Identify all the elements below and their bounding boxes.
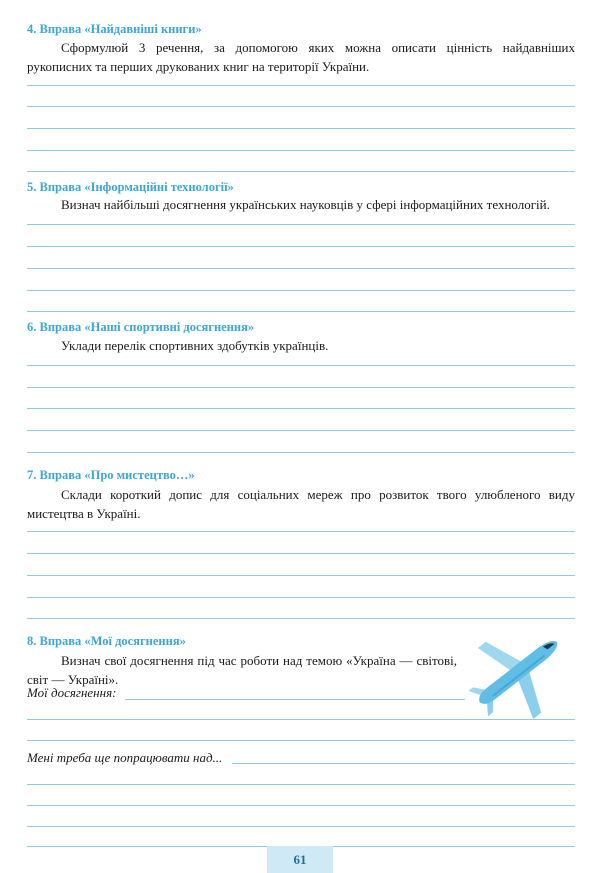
achievements-prompt: Мої досягнення: xyxy=(27,685,117,700)
answer-line[interactable] xyxy=(27,246,575,247)
answer-line[interactable] xyxy=(27,531,575,532)
answer-line[interactable] xyxy=(27,452,575,453)
exercise-4-title: 4. Вправа «Найдавніші книги» xyxy=(27,22,202,36)
exercise-6-title: 6. Вправа «Наші спортивні досягнення» xyxy=(27,320,255,334)
answer-line[interactable] xyxy=(27,150,575,151)
airplane-icon xyxy=(462,622,570,726)
exercise-7-title: 7. Вправа «Про мистецтво…» xyxy=(27,468,195,482)
answer-line[interactable] xyxy=(27,740,575,741)
answer-line[interactable] xyxy=(27,597,575,598)
answer-line[interactable] xyxy=(27,128,575,129)
answer-line[interactable] xyxy=(27,784,575,785)
exercise-5-title: 5. Вправа «Інформаційні технології» xyxy=(27,180,234,194)
answer-line[interactable] xyxy=(27,408,575,409)
page-number: 61 xyxy=(293,852,307,867)
improvement-prompt: Мені треба ще попрацювати над... xyxy=(27,750,223,765)
exercise-5-text: Визнач найбільші досягнення українських науковців у сфері інформаційних технологій. xyxy=(61,197,550,212)
exercise-4-text: Сформулюй 3 речення, за допомогою яких можна описати цінність найдавніших рукописних та перших друкованих книг на території України. xyxy=(27,40,575,74)
answer-line[interactable] xyxy=(27,224,575,225)
answer-line[interactable] xyxy=(27,106,575,107)
answer-line[interactable] xyxy=(27,387,575,388)
answer-line[interactable] xyxy=(27,826,575,827)
answer-line[interactable] xyxy=(27,290,575,291)
answer-line[interactable] xyxy=(27,430,575,431)
answer-line[interactable] xyxy=(27,268,575,269)
answer-line[interactable] xyxy=(232,763,575,764)
answer-line[interactable] xyxy=(27,553,575,554)
answer-line[interactable] xyxy=(27,85,575,86)
exercise-6-text: Уклади перелік спортивних здобутків українців. xyxy=(61,338,329,353)
answer-line[interactable] xyxy=(27,575,575,576)
answer-line[interactable] xyxy=(125,699,465,700)
exercise-8-title: 8. Вправа «Мої досягнення» xyxy=(27,634,186,648)
exercise-8-text: Визнач свої досягнення під час роботи над темою «Україна — світові, світ — Україні». xyxy=(27,653,457,687)
exercise-7-text: Склади короткий допис для соціальних мереж про розвиток твого улюбленого виду мистецтва в Україні. xyxy=(27,487,575,521)
answer-line[interactable] xyxy=(27,311,575,312)
answer-line[interactable] xyxy=(27,365,575,366)
answer-line[interactable] xyxy=(27,618,575,619)
answer-line[interactable] xyxy=(27,805,575,806)
answer-line[interactable] xyxy=(27,171,575,172)
